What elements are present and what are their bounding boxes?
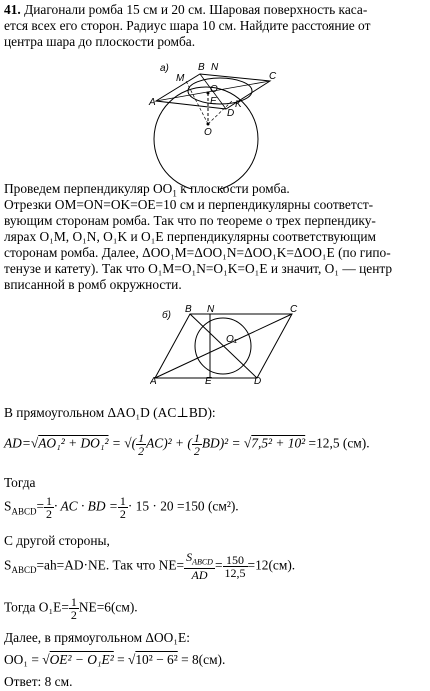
label-c-b: C bbox=[290, 304, 298, 315]
frac-half-2-den: 2 bbox=[193, 444, 200, 458]
oo1-rad1: OE² − O₁E² bbox=[49, 652, 114, 667]
label-o: O bbox=[204, 127, 212, 138]
oo1-eq: = bbox=[113, 652, 125, 667]
ne-result: =12(см). bbox=[247, 557, 296, 573]
sqrt-sign-1: √ bbox=[30, 435, 39, 451]
calc-area-1 bbox=[4, 495, 239, 520]
frac-half-1-num: 1 bbox=[138, 431, 145, 445]
calc-oo1 bbox=[4, 652, 225, 668]
o1e-result: NE=6(см). bbox=[78, 599, 138, 615]
label-m: M bbox=[176, 73, 185, 84]
problem-number: 41. bbox=[4, 2, 21, 17]
formula-ad-eq: = bbox=[108, 435, 125, 451]
calc-other-side: С другой стороны, bbox=[4, 533, 110, 548]
problem-line-1 bbox=[4, 2, 367, 17]
label-n: N bbox=[211, 62, 219, 73]
frac-half-1-den: 2 bbox=[138, 444, 145, 458]
label-d-b: D bbox=[254, 376, 262, 384]
point-o bbox=[207, 123, 210, 126]
label-k: K bbox=[235, 99, 242, 110]
frac-o1e-den: 2 bbox=[70, 608, 77, 622]
sqrt-sign-3: √ bbox=[38, 652, 50, 667]
calc-area-2 bbox=[4, 551, 295, 581]
label-o1: O bbox=[210, 84, 218, 95]
figure-a-sphere bbox=[148, 59, 278, 189]
solution-l1-end: к плоскости ромба. bbox=[176, 181, 290, 196]
label-b: B bbox=[198, 62, 205, 73]
label-a-b: A bbox=[150, 376, 157, 384]
area2-sub: ABCD bbox=[11, 564, 37, 575]
oo1-result: = 8(см). bbox=[177, 652, 226, 667]
sqrt-sign-4: √ bbox=[124, 652, 136, 667]
figure-b-rhombus bbox=[150, 304, 300, 384]
area-s: S bbox=[4, 498, 12, 514]
frac-area-2 bbox=[118, 495, 128, 520]
problem-text-2: ется всех его сторон. Радиус шара 10 см. Найдите расстояние от bbox=[4, 18, 371, 33]
frac-ne-2-den: 12,5 bbox=[224, 565, 246, 580]
frac-half-2 bbox=[192, 432, 202, 457]
formula-ac: AC bbox=[146, 435, 164, 451]
area-eq: = bbox=[36, 498, 45, 514]
label-a: A bbox=[149, 97, 156, 108]
area2-s: S bbox=[4, 557, 12, 573]
answer: Ответ: 8 см. bbox=[4, 674, 73, 689]
frac-ne-num bbox=[184, 551, 215, 569]
frac-half-2-num: 1 bbox=[193, 431, 200, 445]
frac-ne-sub: ABCD bbox=[192, 557, 213, 567]
calc-o1e bbox=[4, 596, 138, 621]
calc-line-1: В прямоугольном ΔAO₁D (AC⊥BD): bbox=[4, 405, 216, 420]
frac-area-2-num: 1 bbox=[119, 494, 126, 508]
label-b-b: B bbox=[185, 304, 192, 315]
label-c: C bbox=[269, 71, 277, 82]
frac-area-2-den: 2 bbox=[119, 507, 126, 521]
formula-ad-result: =12,5 (см). bbox=[305, 435, 370, 451]
calc-then: Тогда bbox=[4, 475, 36, 490]
figure-b-caption: б) bbox=[162, 310, 171, 321]
inscribed-ellipse bbox=[188, 78, 252, 104]
label-o1-b: O₁ bbox=[226, 334, 237, 345]
formula-ad-rad1: AO₁² + DO₁² bbox=[38, 435, 109, 451]
area-nums: · 15 · 20 =150 (см²). bbox=[127, 498, 239, 514]
calc-further: Далее, в прямоугольном ΔOO₁E: bbox=[4, 630, 190, 645]
frac-area-1-num: 1 bbox=[46, 494, 53, 508]
solution-l1-text: Проведем перпендикуляр OO bbox=[4, 181, 173, 196]
o1e-text: Тогда O₁E= bbox=[4, 599, 69, 615]
formula-ad-rad3: 7,5² + 10² bbox=[251, 435, 306, 451]
ne-eq: = bbox=[214, 557, 223, 573]
frac-o1e-num: 1 bbox=[70, 595, 77, 609]
calc-formula-ad: AD=√AO₁² + DO₁² = √( $\frac{1}{2}$ AC)² + ( $\frac{1}{2}$ BD)² = √7,5² + 10² =12,5 (см). bbox=[4, 431, 370, 458]
area2-text: =ah=AD·NE. Так что NE= bbox=[36, 557, 185, 573]
solution-line-5: сторонам ромба. Далее, ΔOO₁M=ΔOO₁N=ΔOO₁K=ΔOO₁E (по гипо- bbox=[4, 245, 391, 260]
problem-text-1: Диагонали ромба 15 см и 20 см. Шаровая поверхность каса- bbox=[24, 2, 368, 17]
formula-ad-lhs: AD= bbox=[4, 435, 31, 451]
frac-area-1-den: 2 bbox=[46, 507, 53, 521]
frac-o1e bbox=[69, 596, 79, 621]
frac-ne-den: AD bbox=[191, 568, 208, 583]
solution-line-4: лярах O₁M, O₁N, O₁K и O₁E перпендикулярны соответствующим bbox=[4, 229, 376, 244]
frac-ne-2-num: 150 bbox=[223, 554, 248, 567]
problem-text-3: центра шара до плоскости ромба. bbox=[4, 34, 196, 49]
diagonal-bd-b bbox=[190, 314, 257, 378]
label-e-b: E bbox=[205, 376, 212, 384]
frac-ne bbox=[184, 551, 215, 581]
solution-line-6: тенузе и катету). Так что O₁M=O₁N=O₁K=O₁E и значит, O₁ — центр bbox=[4, 261, 393, 276]
label-n-b: N bbox=[207, 304, 215, 315]
solution-line-7: вписанной в ромб окружности. bbox=[4, 277, 182, 292]
area-ac-bd: · AC · BD = bbox=[54, 498, 118, 514]
figure-a-caption: а) bbox=[160, 63, 169, 74]
frac-ne-2 bbox=[223, 554, 248, 579]
area-sub: ABCD bbox=[11, 506, 37, 517]
solution-line-2: Отрезки OM=ON=OK=OE=10 см и перпендикулярны соответст- bbox=[4, 197, 374, 212]
sqrt-sign-2: √( bbox=[124, 435, 137, 451]
frac-half-1 bbox=[136, 432, 146, 457]
formula-eq-2: = √ bbox=[228, 435, 252, 451]
label-e: E bbox=[210, 96, 217, 107]
oo1-rad2: 10² − 6² bbox=[135, 652, 178, 667]
solution-l1-sub: 1 bbox=[172, 188, 177, 199]
label-d: D bbox=[227, 108, 235, 119]
formula-bd: BD bbox=[201, 435, 220, 451]
oo1-lhs: OO₁ = bbox=[4, 652, 39, 667]
frac-ne-s: S bbox=[186, 550, 193, 564]
frac-area-1 bbox=[44, 495, 54, 520]
solution-line-3: вующим сторонам ромба. Так что по теореме о трех перпендику- bbox=[4, 213, 376, 228]
